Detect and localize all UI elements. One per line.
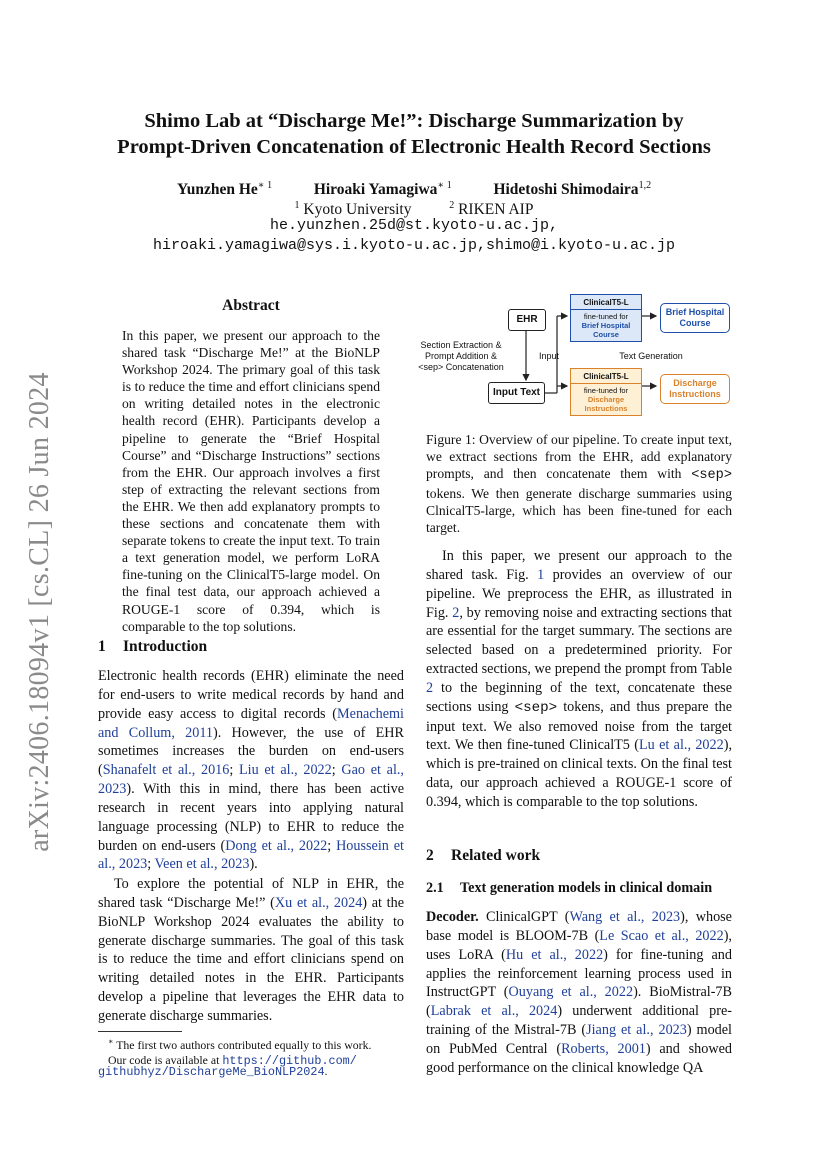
- model-title: ClinicalT5-L: [583, 298, 629, 307]
- code-url-link-cont[interactable]: githubhyz/DischargeMe_BioNLP2024: [98, 1065, 325, 1079]
- text-run: , by removing noise and extracting sections that are essential for the target summary. The sections are selected based on a predetermined priority. For extracted sections, we prepend the prompt from Table: [426, 604, 732, 678]
- output-label: Discharge: [673, 378, 717, 388]
- citation-link[interactable]: Houssein et al., 2023: [98, 837, 404, 873]
- citation-link[interactable]: Veen et al., 2023: [154, 856, 250, 873]
- model-target: Instructions: [584, 404, 628, 413]
- text-run: ;: [331, 762, 342, 779]
- footnote-rule: [98, 1031, 182, 1032]
- footnote-line-1: The first two authors contributed equally to this work.: [116, 1037, 372, 1052]
- sep-token: <sep>: [514, 699, 558, 716]
- email-line: he.yunzhen.25d@st.kyoto-u.ac.jp,: [269, 217, 559, 234]
- intro-overview-text: [426, 548, 732, 810]
- output-label: Course: [679, 318, 711, 328]
- text-run: ), which is pre-trained on clinical texts. On the final test data, our approach achieved a ROUGE-1 score of 0.394, which is comparable to the top solutions.: [426, 737, 732, 810]
- model-box-top: [570, 294, 642, 342]
- text-run: tokens, and thus prepare the input text. We also removed noise from the target text. We then fine-tuned ClinicalT5 (: [426, 698, 732, 754]
- author-name: Hidetoshi Shimodaira: [493, 181, 639, 199]
- text-run: ;: [327, 837, 337, 854]
- input-text-box: [488, 382, 545, 404]
- abstract-text: In this paper, we present our approach to the shared task “Discharge Me!” at the BioNLP Workshop 2024. The primary goal of this task is to reduce the time and effort clinicians spend on writing detailed notes in the electronic health record (EHR). Participants develop a pipeline to generate the “Brief Hospital Course” and “Discharge Instructions” sections from the EHR. Our approach involves a first step of extracting the relevant sections from the EHR. We then add explanatory prompts to these sections and concatenate them with separate tokens to create the input text. To train a text generation model, we perform LoRA fine-tuning on the ClinicalT5-large model. On the final test data, our approach achieved a ROUGE-1 score of 0.394, which is comparable to the top solutions.: [122, 328, 380, 634]
- text-run: tokens. We then generate discharge summaries using ClnicalT5-large, which has been fine-tuned for each target.: [426, 485, 732, 536]
- arxiv-stamp-text: arXiv:2406.18094v1 [cs.CL] 26 Jun 2024: [24, 372, 55, 852]
- citation-link[interactable]: Roberts, 2001: [561, 1040, 646, 1057]
- text-run: ). With this in mind, there has been active research in recent years into applying natural language processing (NLP) to EHR to reduce the burden on end-users (: [98, 781, 404, 854]
- model-target: Course: [593, 330, 619, 339]
- intro-paragraph-1: [98, 667, 404, 874]
- model-title: ClinicalT5-L: [583, 372, 629, 381]
- intro-paragraph-2-text: [98, 876, 404, 1024]
- text-run: ;: [147, 856, 155, 873]
- citation-link[interactable]: Le Scao et al., 2022: [599, 927, 724, 944]
- text-run: to the beginning of the text, concatenate these sections using: [426, 679, 732, 715]
- text-run: In this paper, we present our approach to the shared task. Fig.: [426, 548, 732, 583]
- text-generation-label: Text Generation: [619, 351, 683, 361]
- citation-link[interactable]: Liu et al., 2022: [239, 762, 332, 779]
- preprocess-label-line: <sep> Concatenation: [418, 362, 504, 372]
- text-run: ) at the BioNLP Workshop 2024 evaluates the ability to generate discharge summaries. The goal of this task is to reduce the time and effort clinicians spend on writing detailed notes in the EHR. Participants develop a pipeline that leverages the EHR data to generate discharge summaries.: [98, 894, 404, 1024]
- citation-link[interactable]: 2: [426, 679, 434, 696]
- intro-overview-paragraph: [426, 547, 732, 812]
- text-run: ) and showed good performance on the clinical knowledge QA: [426, 1040, 732, 1076]
- text-run: ClinicalGPT (: [478, 909, 570, 925]
- ehr-label: EHR: [516, 314, 538, 325]
- section-heading: [98, 638, 404, 656]
- affil-mark: 1: [294, 200, 300, 211]
- figure-pipeline: [412, 292, 742, 422]
- author-emails: [90, 216, 738, 256]
- citation-link[interactable]: Labrak et al., 2024: [430, 1003, 558, 1020]
- footnote-url-line: [98, 1064, 404, 1080]
- subsection-heading: [426, 880, 732, 897]
- section-title: Related work: [451, 847, 541, 864]
- author-mark: ∗ 1: [257, 180, 273, 191]
- model-target: Discharge: [587, 395, 625, 404]
- author-mark: ∗ 1: [437, 180, 452, 191]
- output-discharge-instructions: [660, 374, 730, 404]
- citation-link[interactable]: Gao et al., 2023: [98, 762, 404, 798]
- text-run: ), whose base model is BLOOM-7B (: [426, 909, 732, 944]
- citation-link[interactable]: Lu et al., 2022: [638, 737, 724, 754]
- email-line: hiroaki.yamagiwa@sys.i.kyoto-u.ac.jp,shimo@i.kyoto-u.ac.jp: [152, 237, 676, 254]
- title-line-1: Shimo Lab at “Discharge Me!”: Discharge Summarization by: [144, 110, 684, 132]
- affil-mark: 2: [449, 200, 455, 211]
- section-title: Introduction: [123, 638, 208, 655]
- paragraph-lead: Decoder.: [426, 909, 479, 925]
- citation-link[interactable]: Dong et al., 2022: [225, 837, 328, 854]
- text-run: ). BioMistral-7B (: [426, 984, 732, 1020]
- text-run: To explore the potential of NLP in EHR, the shared task “Discharge Me!” (: [98, 876, 404, 911]
- citation-link[interactable]: Wang et al., 2023: [569, 909, 681, 925]
- output-label: Brief Hospital: [665, 307, 725, 317]
- abstract-heading: Abstract: [222, 297, 280, 314]
- related-work-text: [426, 909, 732, 1076]
- subsection-number: 2.1: [426, 880, 444, 896]
- text-run: Electronic health records (EHR) eliminate the need for end-users to write medical records by hand and provide easy access to digital records (: [98, 668, 404, 722]
- section-number: 2: [426, 847, 434, 864]
- text-run: ) underwent additional pre-training of the Mistral-7B (: [426, 1003, 733, 1039]
- subsection-title: Text generation models in clinical domain: [460, 880, 713, 896]
- text-run: ).: [249, 856, 258, 873]
- preprocess-label: [412, 340, 510, 373]
- input-text-label: Input Text: [492, 387, 541, 398]
- output-brief-hospital-course: [660, 303, 730, 333]
- text-run: provides an overview of our pipeline. We preprocess the EHR, as illustrated in Fig.: [426, 566, 732, 621]
- text-run: ) model on PubMed Central (: [426, 1022, 732, 1057]
- paper-title: [90, 108, 738, 160]
- citation-link[interactable]: Xu et al., 2024: [274, 894, 363, 911]
- model-box-bottom: [570, 368, 642, 416]
- author-name: Yunzhen He: [176, 181, 258, 199]
- footnote-mark: ∗: [108, 1037, 114, 1046]
- citation-link[interactable]: 2: [452, 604, 460, 621]
- text-run: ), uses LoRA (: [426, 927, 732, 963]
- figure-caption: [426, 431, 732, 536]
- ehr-box: [508, 309, 546, 331]
- section-number: 1: [98, 638, 106, 655]
- sep-token: <sep>: [691, 468, 732, 484]
- model-sub: fine-tuned for: [583, 386, 629, 395]
- related-work-paragraph: [426, 908, 732, 1078]
- model-target: Brief Hospital: [581, 321, 631, 330]
- author-name: Hiroaki Yamagiwa: [313, 181, 438, 199]
- section-heading: [426, 847, 732, 865]
- text-run: ) for fine-tuning and applies the reinforcement learning process used in InstructGPT (: [426, 946, 732, 1001]
- model-sub: fine-tuned for: [583, 312, 629, 321]
- preprocess-label-line: Section Extraction &: [420, 340, 502, 350]
- preprocess-label-line: Prompt Addition &: [424, 351, 498, 361]
- affil-name: Kyoto University: [303, 201, 412, 219]
- output-label: Instructions: [669, 389, 721, 399]
- footnote-period: .: [324, 1064, 328, 1078]
- text-run: Figure 1: Overview of our pipeline. To create input text, we extract sections from the EHR, add explanatory prompts, and then concatenate them with: [426, 432, 732, 482]
- intro-paragraph-2: [98, 875, 404, 1026]
- citation-link[interactable]: Shanafelt et al., 2016: [102, 762, 230, 779]
- citation-link[interactable]: Jiang et al., 2023: [586, 1022, 687, 1039]
- text-run: ;: [229, 762, 239, 779]
- citation-link[interactable]: Menachemi and Collum, 2011: [98, 705, 404, 741]
- citation-link[interactable]: Hu et al., 2022: [505, 946, 604, 963]
- citation-link[interactable]: Ouyang et al., 2022: [508, 984, 634, 1001]
- code-url-link[interactable]: https://github.com/: [222, 1053, 357, 1068]
- input-label: Input: [538, 351, 560, 361]
- title-line-2: Prompt-Driven Concatenation of Electronic Health Record Sections: [117, 136, 711, 158]
- affil-name: RIKEN AIP: [458, 201, 534, 219]
- text-run: ). However, the use of EHR sometimes increases the burden on end-users (: [98, 724, 404, 779]
- footnote-line-2: Our code is available at: [108, 1052, 223, 1067]
- citation-link[interactable]: 1: [537, 566, 545, 583]
- author-mark: 1,2: [638, 180, 652, 191]
